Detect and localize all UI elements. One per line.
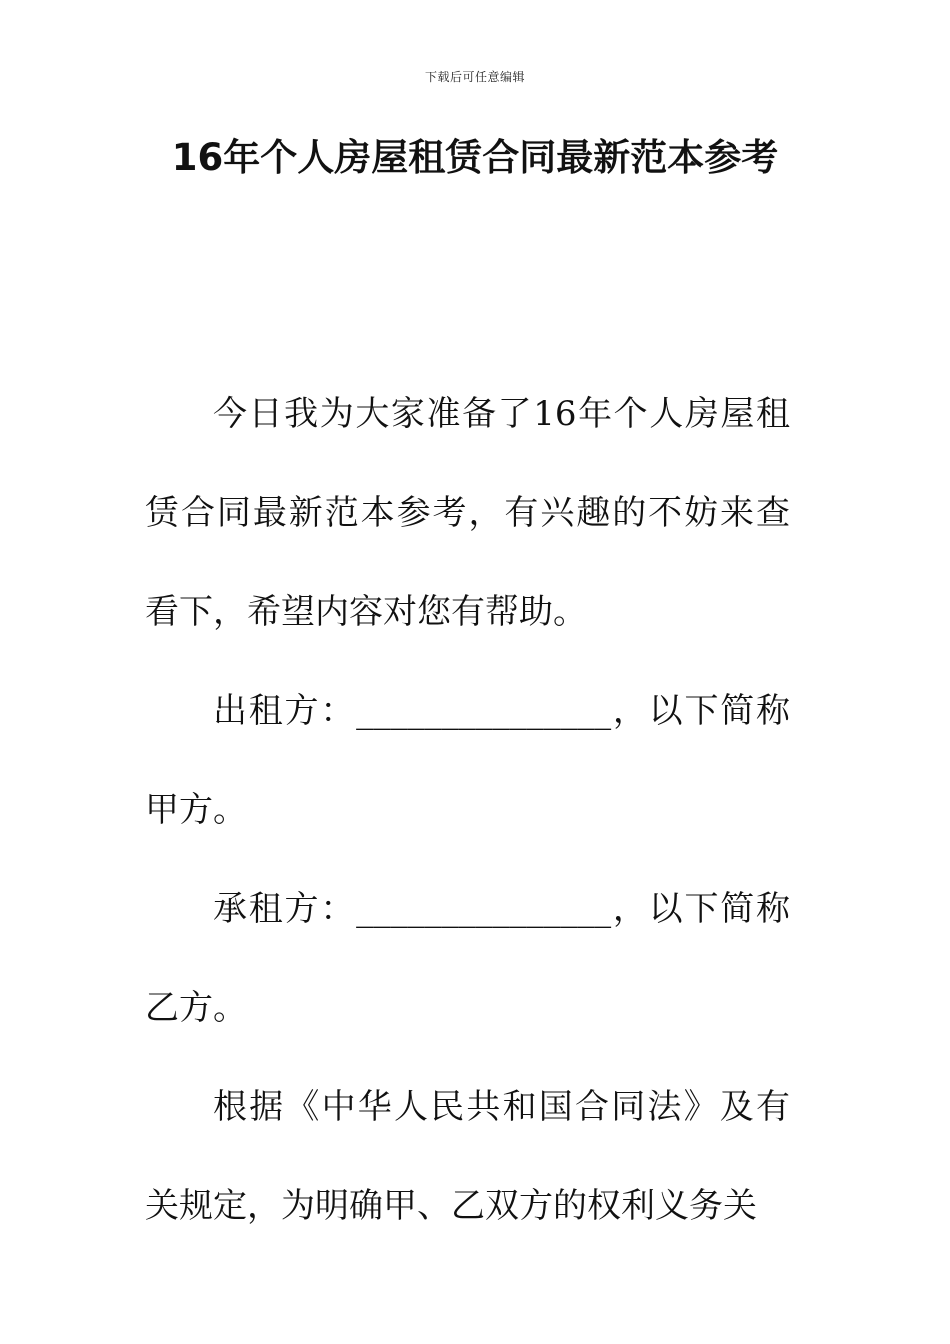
document-title: 16年个人房屋租赁合同最新范本参考 (171, 136, 779, 179)
document-body (145, 365, 790, 1256)
legal-basis-paragraph: 根据《中华人民共和国合同法》及有关规定，为明确甲、乙双方的权利义务关 (145, 1087, 790, 1226)
lessee-paragraph: 承租方：_______________，以下简称乙方。 (145, 889, 790, 1028)
header-note: 下载后可任意编辑 (424, 70, 525, 84)
intro-paragraph: 今日我为大家准备了16年个人房屋租赁合同最新范本参考，有兴趣的不妨来查看下，希望内容对您有帮助。 (145, 394, 790, 632)
lessor-paragraph: 出租方：_______________，以下简称甲方。 (145, 691, 790, 830)
